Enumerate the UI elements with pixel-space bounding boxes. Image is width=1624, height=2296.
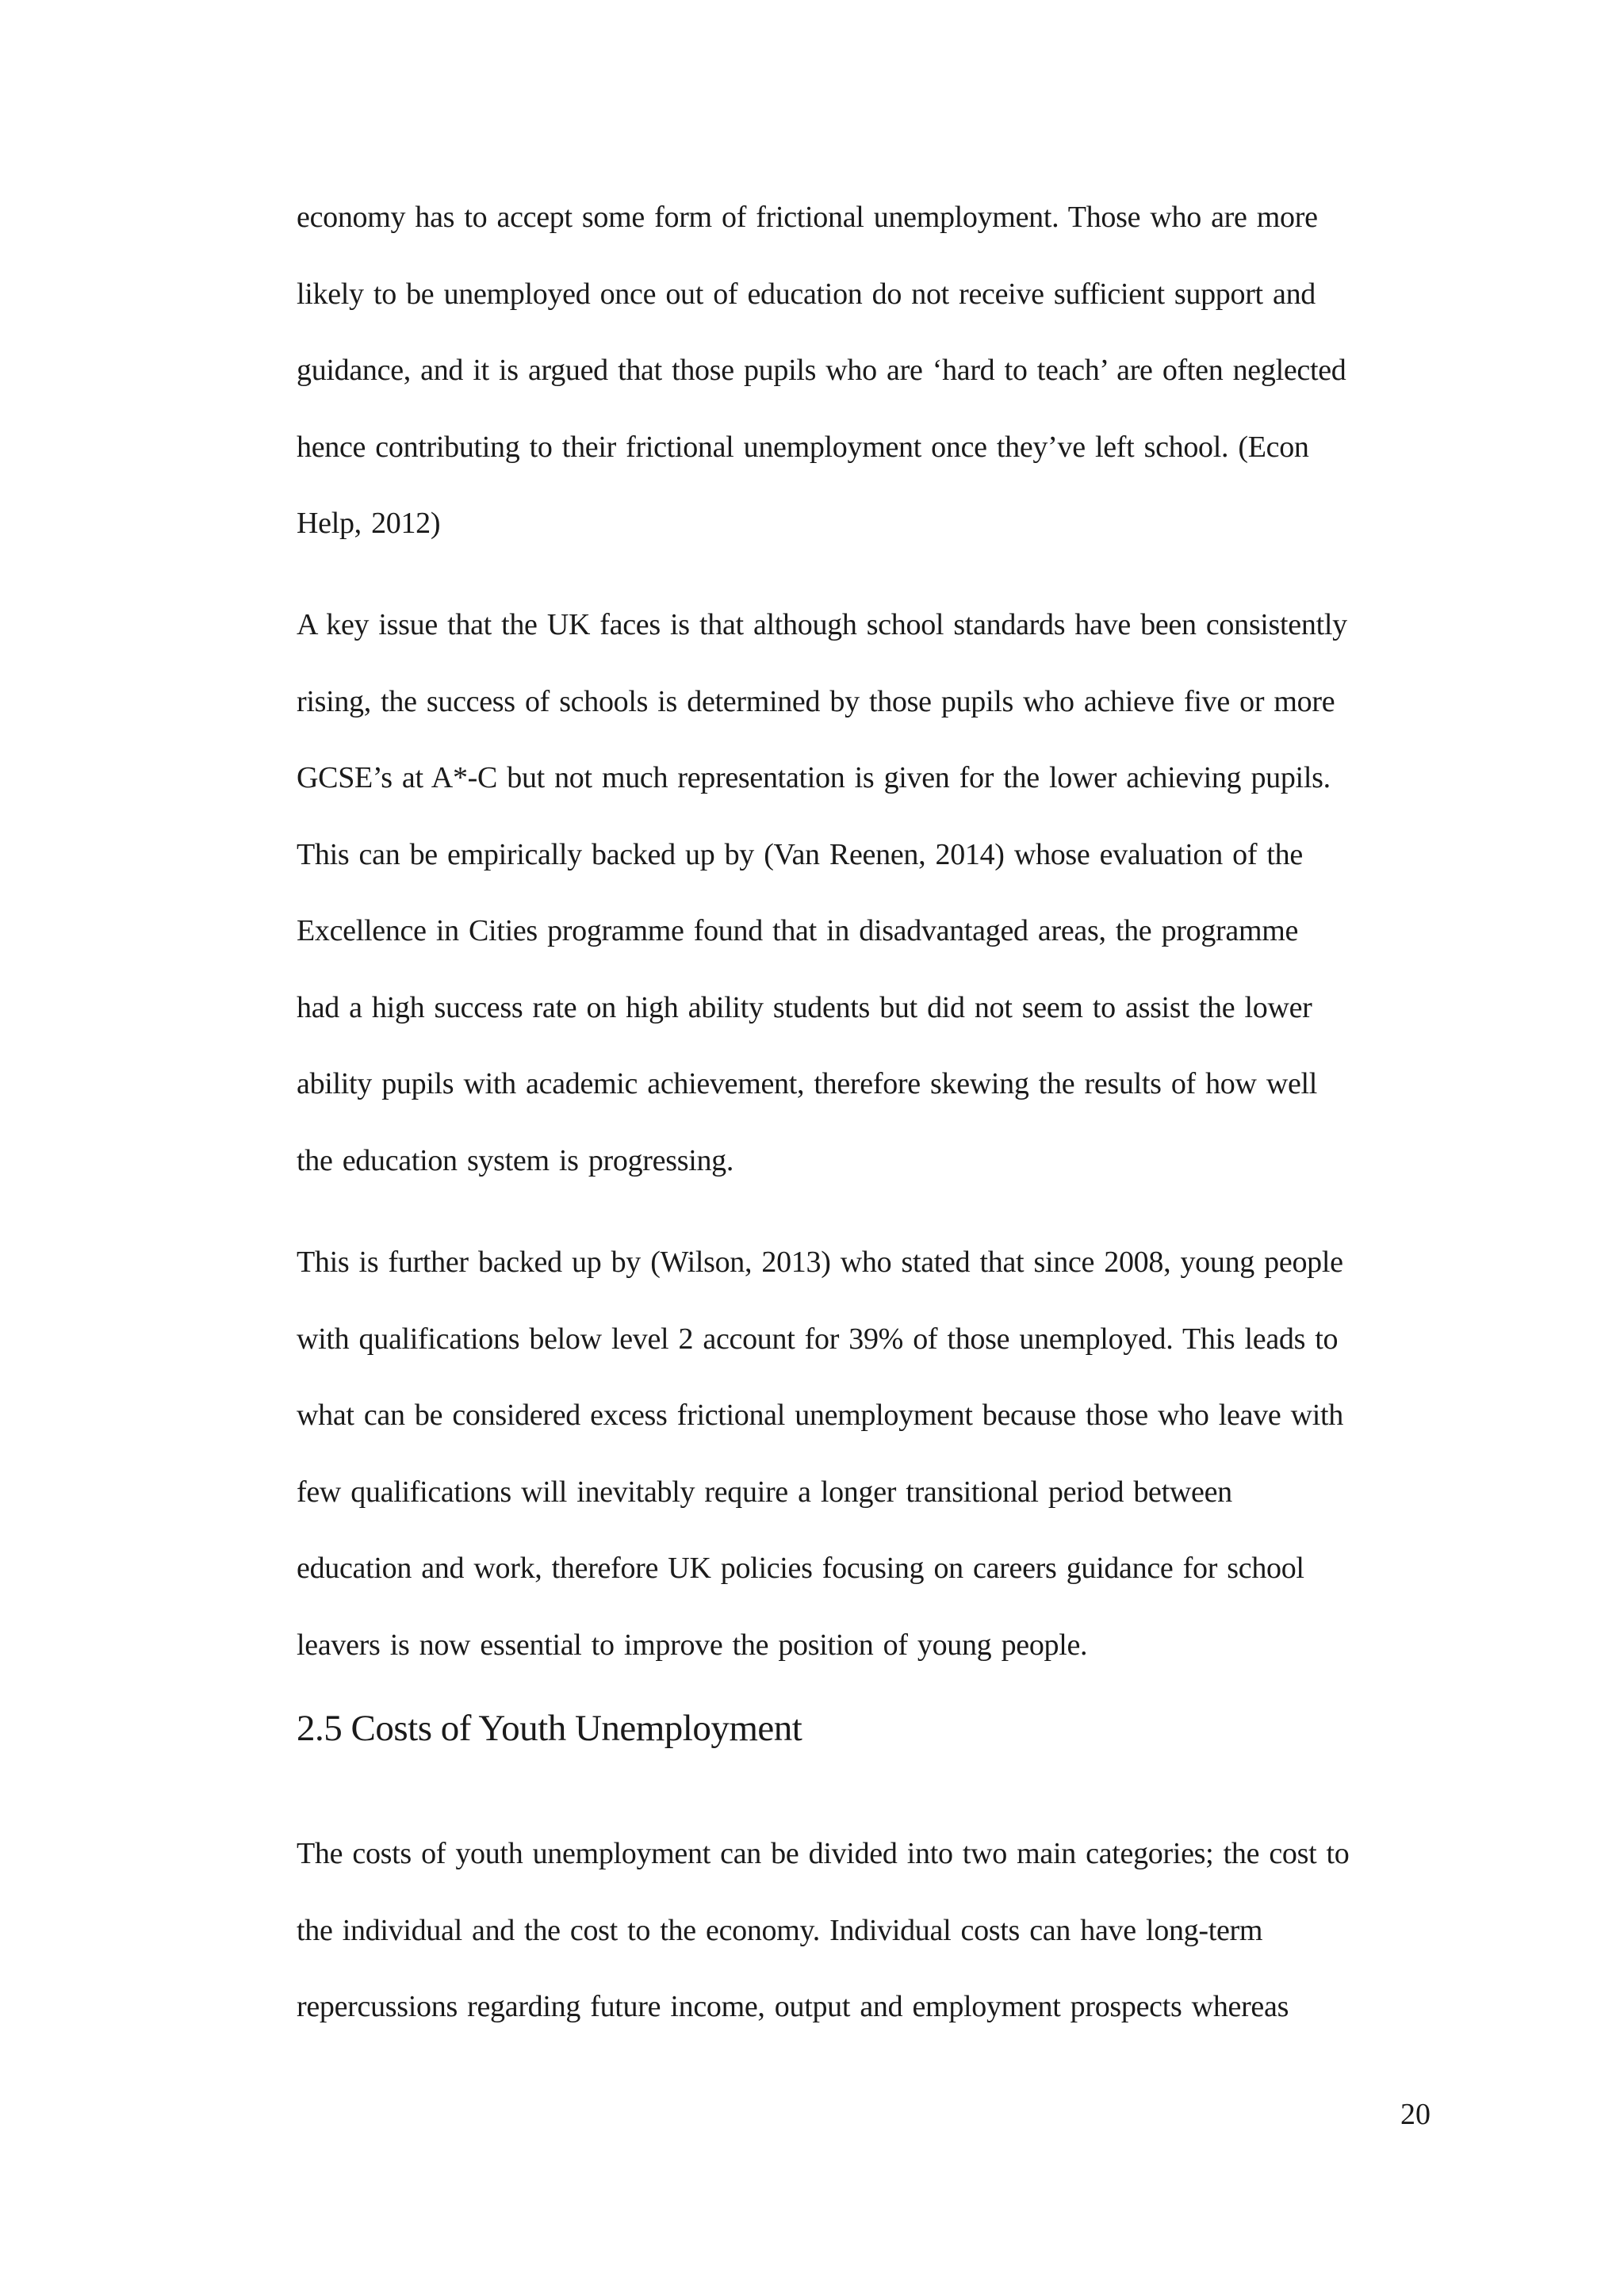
paragraph-line: GCSE’s at A*-C but not much representation is given for the lower achieving pupils. [297, 761, 1331, 794]
paragraph-line: ability pupils with academic achievement, therefore skewing the results of how well [297, 1067, 1318, 1100]
paragraph-line: rising, the success of schools is determined by those pupils who achieve five or more [297, 684, 1335, 718]
paragraph-line: what can be considered excess frictional unemployment because those who leave with [297, 1399, 1343, 1432]
page-number: 20 [1400, 2098, 1431, 2131]
paragraph-1 [297, 179, 1438, 562]
section-heading: 2.5 Costs of Youth Unemployment [297, 1708, 802, 1749]
paragraph-line: This is further backed up by (Wilson, 2013) who stated that since 2008, young people [297, 1246, 1343, 1279]
paragraph-3 [297, 1224, 1438, 1683]
paragraph-line: education and work, therefore UK policies focusing on careers guidance for school [297, 1552, 1304, 1585]
paragraph-4 [297, 1816, 1438, 2045]
paragraph-line: Help, 2012) [297, 507, 441, 540]
paragraph-line: A key issue that the UK faces is that although school standards have been consistently [297, 608, 1347, 641]
paragraph-line: hence contributing to their frictional unemployment once they’ve left school. (Econ [297, 430, 1309, 464]
paragraph-line: The costs of youth unemployment can be divided into two main categories; the cost to [297, 1837, 1350, 1870]
paragraph-line: leavers is now essential to improve the position of young people. [297, 1628, 1088, 1662]
paragraph-line: the individual and the cost to the economy. Individual costs can have long-term [297, 1913, 1263, 1947]
paragraph-line: Excellence in Cities programme found that in disadvantaged areas, the programme [297, 914, 1299, 947]
paragraph-line: with qualifications below level 2 account for 39% of those unemployed. This leads to [297, 1322, 1339, 1356]
paragraph-line: This can be empirically backed up by (Van Reenen, 2014) whose evaluation of the [297, 837, 1303, 871]
paragraph-line: the education system is progressing. [297, 1143, 734, 1177]
paragraph-line: repercussions regarding future income, output and employment prospects whereas [297, 1990, 1289, 2023]
paragraph-line: had a high success rate on high ability students but did not seem to assist the lower [297, 990, 1312, 1024]
paragraph-line: few qualifications will inevitably require a longer transitional period between [297, 1475, 1232, 1509]
paragraph-line: guidance, and it is argued that those pupils who are ‘hard to teach’ are often neglected [297, 354, 1346, 387]
paragraph-2 [297, 587, 1438, 1199]
paragraph-line: likely to be unemployed once out of education do not receive sufficient support and [297, 277, 1316, 311]
paragraph-line: economy has to accept some form of frictional unemployment. Those who are more [297, 201, 1318, 234]
